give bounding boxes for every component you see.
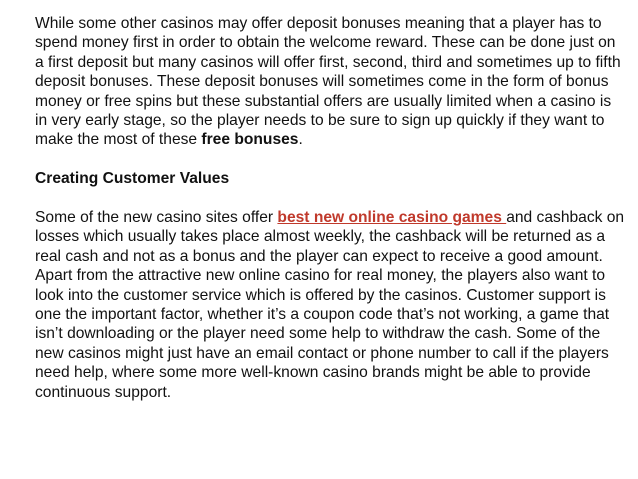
spacer (35, 150, 625, 169)
paragraph-customer-service: Apart from the attractive new online casino for real money, the players also want to look into the customer service which is offered by the casinos. Customer support is one the important factor, whether it’s a coupon code that’s not working, a game that isn’t downloading or the player need some help to withdraw the cash. Some of the new casinos might just have an email contact or phone number to call if the players need help, where some more well-known casino brands might be able to provide continuous support. (35, 267, 610, 401)
article-body (35, 14, 625, 402)
free-bonuses-bold: free bonuses (201, 131, 299, 149)
paragraph-2-end: and cashback on losses which usually takes place almost weekly, the cashback will be returned as a real cash and not as a bonus and the player can expect to receive a good amount. (35, 209, 625, 265)
paragraph-1-text: While some other casinos may offer deposit bonuses meaning that a player has to spend money first in order to obtain the welcome reward. These can be done just on a first deposit but many casinos will offer first, second, third and sometimes up to fifth deposit bonuses. These deposit bonuses will sometimes come in the form of bonus money or free spins but these substantial offers are usually limited when a casino is in very early stage, so the player needs to be sure to sign up quickly if they want to make the most of these (35, 15, 621, 149)
paragraph-1-end: . (298, 131, 303, 149)
paragraph-deposit-bonuses (35, 14, 625, 150)
section-heading: Creating Customer Values (35, 170, 230, 188)
spacer (35, 189, 625, 208)
paragraph-2-text: Some of the new casino sites offer (35, 209, 278, 227)
casino-games-link[interactable]: best new online casino games (277, 209, 507, 227)
paragraph-cashback (35, 208, 625, 266)
